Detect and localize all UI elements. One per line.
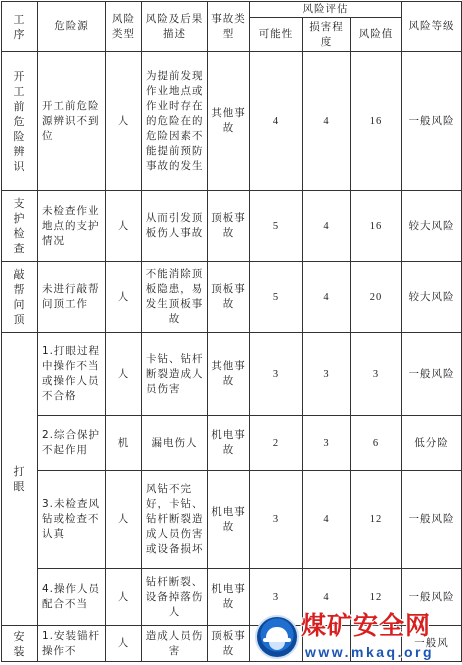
cell-risk-value: 12 bbox=[351, 471, 402, 569]
header-risk-type: 风险类型 bbox=[106, 2, 142, 52]
table-row bbox=[2, 262, 462, 333]
header-severity: 损害程度 bbox=[303, 18, 351, 52]
cell-risk-level: 一般风险 bbox=[402, 52, 462, 191]
cell-risk-desc: 造成人员伤害 bbox=[142, 626, 208, 662]
site-watermark bbox=[255, 611, 459, 663]
table-row bbox=[2, 471, 462, 569]
cell-risk-level: 一般风险 bbox=[402, 471, 462, 569]
cell-severity: 4 bbox=[303, 191, 351, 262]
cell-risk-level: 一般风险 bbox=[402, 333, 462, 416]
risk-assessment-table bbox=[1, 1, 462, 662]
cell-risk-desc: 钻杆断裂、设备掉落伤人 bbox=[142, 569, 208, 626]
cell-hazard: 开工前危险源辨识不到位 bbox=[38, 52, 106, 191]
cell-hazard: 1.安装锚杆操作不 bbox=[38, 626, 106, 662]
cell-possibility: 3 bbox=[250, 333, 303, 416]
cell-possibility: 5 bbox=[250, 191, 303, 262]
cell-risk-desc: 不能消除顶板隐患，易发生顶板事故 bbox=[142, 262, 208, 333]
cell-risk-type: 人 bbox=[106, 262, 142, 333]
header-process: 工序 bbox=[2, 2, 38, 52]
watermark-site-url: www.mkaq.org bbox=[305, 644, 435, 660]
cell-risk-desc: 为提前发现作业地点或作业时存在的危险在的危险因素不能提前预防事故的发生 bbox=[142, 52, 208, 191]
cell-accident-type: 顶板事故 bbox=[208, 262, 250, 333]
cell-possibility: 5 bbox=[250, 262, 303, 333]
cell-hazard: 2.综合保护不起作用 bbox=[38, 416, 106, 471]
cell-risk-desc: 卡钻、钻杆断裂造成人员伤害 bbox=[142, 333, 208, 416]
header-assessment: 风险评估 bbox=[250, 2, 402, 18]
header-row-top bbox=[2, 2, 462, 18]
cell-severity: 3 bbox=[303, 333, 351, 416]
cell-process: 敲帮问顶 bbox=[2, 262, 38, 333]
cell-process: 打眼 bbox=[2, 333, 38, 626]
header-risk-value: 风险值 bbox=[351, 18, 402, 52]
cell-severity: 4 bbox=[303, 569, 351, 626]
cell-risk-level: 低分险 bbox=[402, 416, 462, 471]
cell-hazard: 3.未检查风钻或检查不认真 bbox=[38, 471, 106, 569]
cell-risk-type: 人 bbox=[106, 569, 142, 626]
table-row bbox=[2, 416, 462, 471]
cell-risk-level: 较大风险 bbox=[402, 262, 462, 333]
cell-risk-desc: 风钻不完好，卡钻、钻杆断裂造成人员伤害或设备损坏 bbox=[142, 471, 208, 569]
cell-possibility: 3 bbox=[250, 569, 303, 626]
cell-accident-type: 顶板事故 bbox=[208, 626, 250, 662]
cell-accident-type: 机电事故 bbox=[208, 569, 250, 626]
header-hazard: 危险源 bbox=[38, 2, 106, 52]
cell-process: 安装 bbox=[2, 626, 38, 662]
header-possibility: 可能性 bbox=[250, 18, 303, 52]
table-row bbox=[2, 191, 462, 262]
cell-risk-desc: 漏电伤人 bbox=[142, 416, 208, 471]
cell-hazard: 未进行敲帮问顶工作 bbox=[38, 262, 106, 333]
cell-risk-type: 人 bbox=[106, 333, 142, 416]
cell-risk-level: 一般风 bbox=[402, 626, 462, 662]
cell-accident-type: 其他事故 bbox=[208, 52, 250, 191]
cell-hazard: 4.操作人员配合不当 bbox=[38, 569, 106, 626]
cell-accident-type: 机电事故 bbox=[208, 471, 250, 569]
cell-process: 开工前危险辨识 bbox=[2, 52, 38, 191]
cell-risk-value: 6 bbox=[351, 416, 402, 471]
table-row bbox=[2, 333, 462, 416]
cell-risk-level: 较大风险 bbox=[402, 191, 462, 262]
cell-possibility: 4 bbox=[250, 52, 303, 191]
cell-risk-value: 3 bbox=[351, 333, 402, 416]
cell-severity: 4 bbox=[303, 471, 351, 569]
cell-risk-type: 人 bbox=[106, 626, 142, 662]
safety-helmet-icon bbox=[255, 615, 299, 659]
cell-severity: 4 bbox=[303, 52, 351, 191]
cell-risk-value: 12 bbox=[351, 569, 402, 626]
cell-accident-type: 顶板事故 bbox=[208, 191, 250, 262]
cell-risk-type: 人 bbox=[106, 471, 142, 569]
cell-risk-type: 人 bbox=[106, 52, 142, 191]
header-risk-desc: 风险及后果描述 bbox=[142, 2, 208, 52]
cell-risk-value: 20 bbox=[351, 262, 402, 333]
cell-risk-desc: 从而引发顶板伤人事故 bbox=[142, 191, 208, 262]
table-row bbox=[2, 52, 462, 191]
cell-possibility: 2 bbox=[250, 416, 303, 471]
watermark-site-name: 煤矿安全网 bbox=[301, 611, 432, 640]
cell-risk-type: 人 bbox=[106, 191, 142, 262]
cell-risk-value: 16 bbox=[351, 191, 402, 262]
cell-hazard: 未检查作业地点的支护情况 bbox=[38, 191, 106, 262]
cell-hazard: 1.打眼过程中操作不当或操作人员不合格 bbox=[38, 333, 106, 416]
cell-risk-type: 机 bbox=[106, 416, 142, 471]
header-risk-level: 风险等级 bbox=[402, 2, 462, 52]
cell-process: 支护检查 bbox=[2, 191, 38, 262]
cell-possibility: 3 bbox=[250, 471, 303, 569]
cell-risk-value: 16 bbox=[351, 52, 402, 191]
cell-accident-type: 机电事故 bbox=[208, 416, 250, 471]
header-accident-type: 事故类型 bbox=[208, 2, 250, 52]
cell-severity: 3 bbox=[303, 416, 351, 471]
cell-severity: 4 bbox=[303, 262, 351, 333]
cell-risk-level: 一般风险 bbox=[402, 569, 462, 626]
cell-accident-type: 其他事故 bbox=[208, 333, 250, 416]
